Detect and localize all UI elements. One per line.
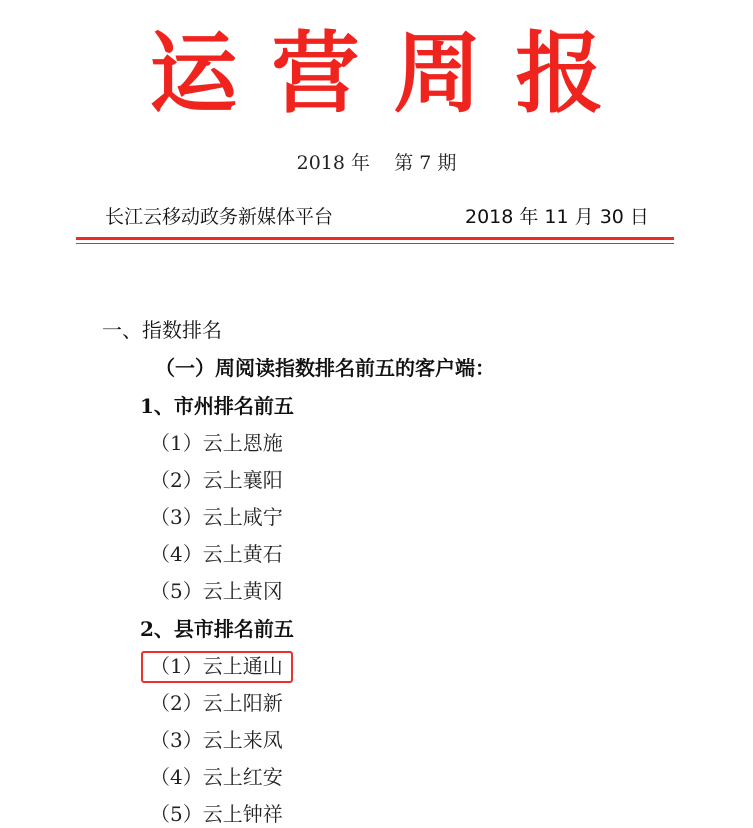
list-item: （5）云上钟祥	[150, 802, 283, 826]
list-item: （3）云上咸宁	[150, 505, 283, 529]
header-divider-thin	[76, 243, 674, 244]
issue-line	[0, 150, 753, 176]
section-title: 一、指数排名	[102, 318, 222, 342]
list-item: （3）云上来凤	[150, 728, 283, 752]
list-item: （1）云上通山	[150, 654, 283, 678]
subsection-title: （一）周阅读指数排名前五的客户端：	[155, 356, 495, 380]
list-item: （1）云上恩施	[150, 431, 283, 455]
issue-number: 第 7 期	[394, 152, 457, 174]
group-title-county: 2、县市排名前五	[140, 617, 294, 641]
list-item: （4）云上黄石	[150, 542, 283, 566]
header-divider-thick	[76, 237, 674, 240]
list-item: （4）云上红安	[150, 765, 283, 789]
list-item: （2）云上阳新	[150, 691, 283, 715]
publish-date: 2018 年 11 月 30 日	[465, 206, 649, 228]
group-title-city: 1、市州排名前五	[140, 394, 294, 418]
publisher-name: 长江云移动政务新媒体平台	[105, 206, 334, 228]
issue-year: 2018 年	[296, 152, 371, 174]
list-item: （5）云上黄冈	[150, 579, 283, 603]
list-item: （2）云上襄阳	[150, 468, 283, 492]
masthead-title: 运营周报	[149, 21, 638, 125]
highlight-box	[141, 651, 293, 683]
